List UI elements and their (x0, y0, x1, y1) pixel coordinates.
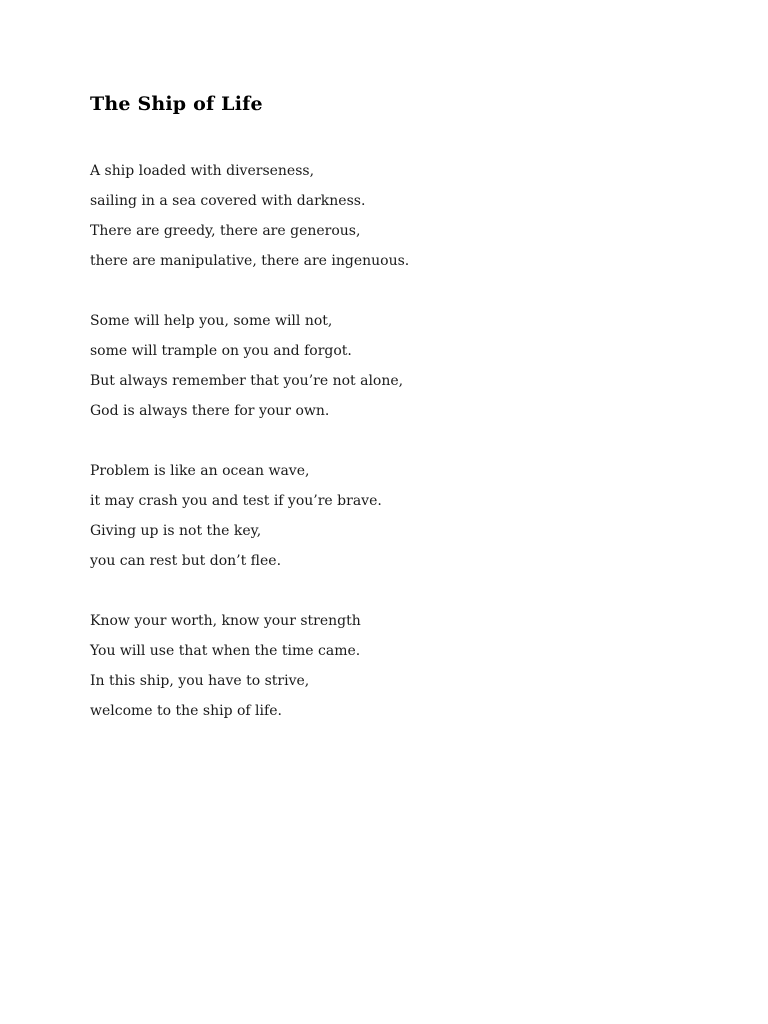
poem-line: it may crash you and test if you’re brave. (90, 493, 382, 509)
poem-line: In this ship, you have to strive, (90, 673, 310, 689)
poem-line: welcome to the ship of life. (90, 703, 282, 719)
poem-line: But always remember that you’re not alone, (90, 373, 404, 389)
poem-line: A ship loaded with diverseness, (90, 163, 315, 179)
stanza-3 (90, 456, 690, 576)
poem-line: Giving up is not the key, (90, 523, 262, 539)
stanza-2 (90, 306, 690, 426)
poem-line: God is always there for your own. (90, 403, 330, 419)
poem-line: There are greedy, there are generous, (90, 223, 361, 239)
poem-line: sailing in a sea covered with darkness. (90, 193, 366, 209)
poem-line: there are manipulative, there are ingenuous. (90, 253, 410, 269)
poem-line: Some will help you, some will not, (90, 313, 333, 329)
document-page (90, 92, 690, 756)
poem-body (90, 156, 690, 726)
poem-title: The Ship of Life (90, 93, 263, 115)
poem-line: Know your worth, know your strength (90, 613, 361, 629)
poem-line: some will trample on you and forgot. (90, 343, 352, 359)
poem-line: You will use that when the time came. (90, 643, 361, 659)
poem-line: Problem is like an ocean wave, (90, 463, 310, 479)
stanza-4 (90, 606, 690, 726)
stanza-1 (90, 156, 690, 276)
poem-line: you can rest but don’t flee. (90, 553, 282, 569)
